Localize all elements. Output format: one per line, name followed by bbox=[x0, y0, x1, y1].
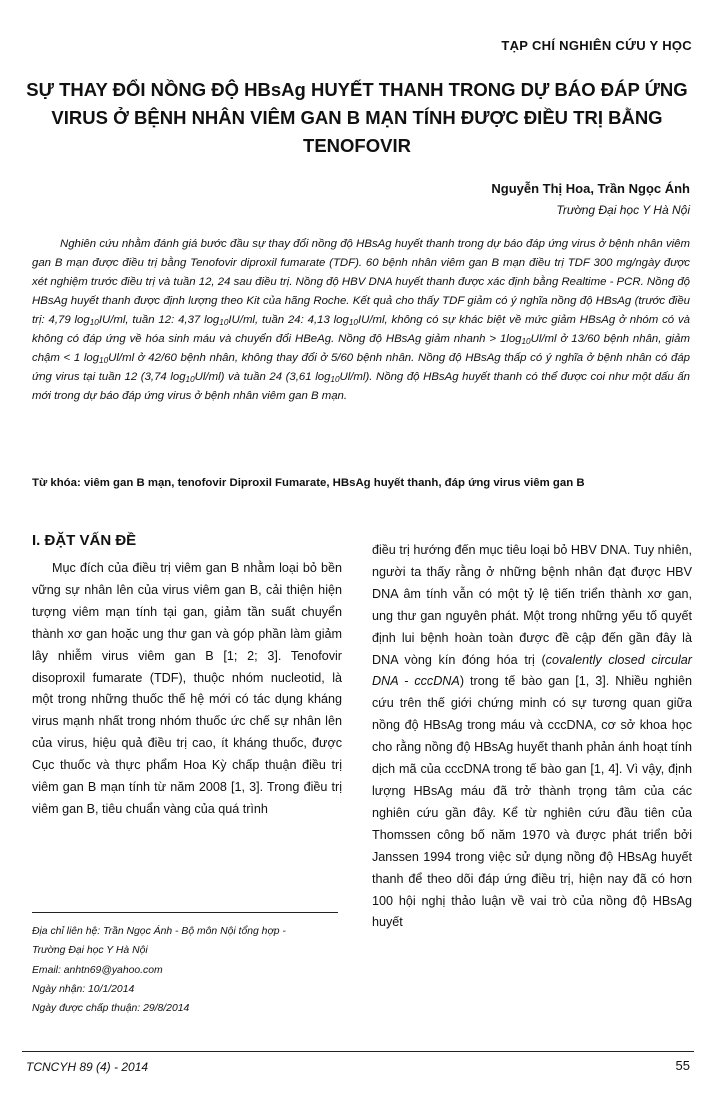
article-title: SỰ THAY ĐỔI NỒNG ĐỘ HBsAg HUYẾT THANH TRONG DỰ BÁO ĐÁP ỨNG VIRUS Ở BỆNH NHÂN VIÊM GAN B MẠN TÍNH ĐƯỢC ĐIỀU TRỊ BẰNG TENOFOVIR bbox=[26, 79, 688, 156]
footnote-divider bbox=[32, 912, 338, 913]
contact-line: Trường Đại học Y Hà Nội bbox=[32, 945, 148, 957]
left-column bbox=[32, 530, 342, 821]
affiliation: Trường Đại học Y Hà Nội bbox=[556, 203, 690, 217]
footer-divider bbox=[22, 1051, 694, 1052]
subscript: 10 bbox=[348, 318, 358, 328]
intro-paragraph-continued bbox=[372, 540, 692, 934]
abstract bbox=[32, 235, 690, 406]
abstract-text: Ul/ml). Nồng độ HBsAg huyết thanh có thể được coi như một dấu ấn mới trong dự báo đáp ứng virus ở bệnh nhân viêm gan B mạn. bbox=[32, 371, 690, 402]
abstract-text: Nghiên cứu nhằm đánh giá bước đầu sự thay đổi nồng độ HBsAg huyết thanh trong dự báo đáp ứng virus ở bệnh nhân viêm gan B mạn được điều trị bằng Tenofovir diproxil fumarate (TDF). 60 bệnh nhân viêm gan B mạn điều trị TDF 300 mg/ngày được xét nghiệm trước điều trị và tuần 12, 24 sau điều trị. Nồng độ HBV DNA huyết thanh được xác định bằng Realtime - PCR. Nồng độ HBsAg huyết thanh được định lượng theo Kit của hãng Roche. Kết quả cho thấy TDF giảm có ý nghĩa nồng độ HBsAg (trước điều trị: 4,79 log bbox=[32, 238, 690, 326]
abstract-text: IU/ml, tuần 12: 4,37 log bbox=[98, 314, 220, 326]
subscript: 10 bbox=[521, 337, 531, 347]
abstract-text: IU/ml, không có sự khác biệt về mức giảm HBsAg ở nhóm có và không có đáp ứng về hóa sinh máu và chuyển đổi HBeAg. Nồng độ HBsAg giảm nhanh > 1log bbox=[32, 314, 690, 345]
intro-paragraph: Mục đích của điều trị viêm gan B nhằm loại bỏ bền vững sự nhân lên của virus viêm gan B, cải thiện hiện tượng viêm mạn tính tại gan, giảm tần suất chuyển thành xơ gan hoặc ung thư gan và góp phần làm giảm lây nhiễm virus viêm gan B [1; 2; 3]. Tenofovir disoproxil fumarate (TDF), thuộc nhóm nucleotid, là một trong những thuốc thế hệ mới có tác dụng kháng virus mạnh nhất trong nhóm thuốc ức chế sự nhân lên của virus, hiệu quả điều trị cao, ít kháng thuốc, được Cục thuốc và thực phẩm Hoa Kỳ chấp thuận điều trị viêm gan B mạn tính từ năm 2008 [1, 3]. Trong điều trị viêm gan B, tiêu chuẩn vàng của quá trình bbox=[32, 561, 342, 816]
subscript: 10 bbox=[89, 318, 99, 328]
subscript: 10 bbox=[99, 356, 109, 366]
accepted-date: Ngày được chấp thuận: 29/8/2014 bbox=[32, 1003, 190, 1015]
abstract-text: Ul/ml) và tuần 24 (3,61 log bbox=[194, 371, 331, 383]
contact-info bbox=[32, 922, 286, 1018]
journal-name: TẠP CHÍ NGHIÊN CỨU Y HỌC bbox=[501, 38, 692, 53]
subscript: 10 bbox=[185, 375, 195, 385]
section-heading: I. ĐẶT VẤN ĐỀ bbox=[32, 532, 137, 549]
received-date: Ngày nhận: 10/1/2014 bbox=[32, 983, 135, 995]
subscript: 10 bbox=[219, 318, 229, 328]
italic-term: covalently closed circular DNA - cccDNA bbox=[372, 652, 692, 689]
body-text: điều trị hướng đến mục tiêu loại bỏ HBV DNA. Tuy nhiên, người ta thấy rằng ở những bệnh nhân đạt được HBV DNA âm tính vẫn có một tỷ lệ tiến triển thành xơ gan, ung thư gan nguyên phát. Một trong những yếu tố quyết định lui bệnh hoàn toàn được đề cập đến gần đây là DNA vòng kín đóng hóa trị ( bbox=[372, 543, 692, 667]
authors: Nguyễn Thị Hoa, Trần Ngọc Ánh bbox=[491, 181, 690, 196]
body-text: ) trong tế bào gan [1, 3]. Nhiều nghiên cứu trên thế giới chứng minh có sự tương quan giữa nồng độ HBsAg trong máu và cccDNA, cơ sở khoa học cho rằng nồng độ HBsAg huyết thanh phản ánh hoạt tính dịch mã của cccDNA trong tế bào gan [1, 4]. Vì vậy, định lượng HBsAg máu đã trở thành trọng tâm của các nghiên cứu gần đây. Kể từ nghiên cứu đầu tiên của Thomssen công bố năm 1970 và được phát triển bởi Janssen 1994 trong việc sử dụng nồng độ HBsAg huyết thanh để theo dõi đáp ứng điều trị, hiện nay đã có hơn 100 hội nghị thảo luận về vai trò của nồng độ HBsAg huyết bbox=[372, 674, 692, 930]
contact-email: Email: anhtn69@yahoo.com bbox=[32, 964, 163, 976]
keywords: Từ khóa: viêm gan B mạn, tenofovir Diproxil Fumarate, HBsAg huyết thanh, đáp ứng virus viêm gan B bbox=[32, 477, 585, 489]
abstract-text: Ul/ml ở 13/60 bệnh nhân, giảm chậm < 1 log bbox=[32, 333, 691, 364]
abstract-text: IU/ml, tuần 24: 4,13 log bbox=[228, 314, 349, 326]
journal-issue: TCNCYH 89 (4) - 2014 bbox=[26, 1060, 149, 1074]
abstract-text: Ul/ml ở 42/60 bệnh nhân, không thay đổi ở 5/60 bệnh nhân. Nồng độ HBsAg thấp có ý nghĩa ở bệnh nhân có đáp ứng virus tại tuần 12 (3,74 log bbox=[32, 352, 690, 383]
right-column bbox=[372, 540, 692, 934]
page-number: 55 bbox=[675, 1058, 690, 1073]
contact-line: Địa chỉ liên hệ: Trần Ngọc Ánh - Bộ môn Nội tổng hợp - bbox=[32, 926, 286, 937]
subscript: 10 bbox=[330, 375, 340, 385]
